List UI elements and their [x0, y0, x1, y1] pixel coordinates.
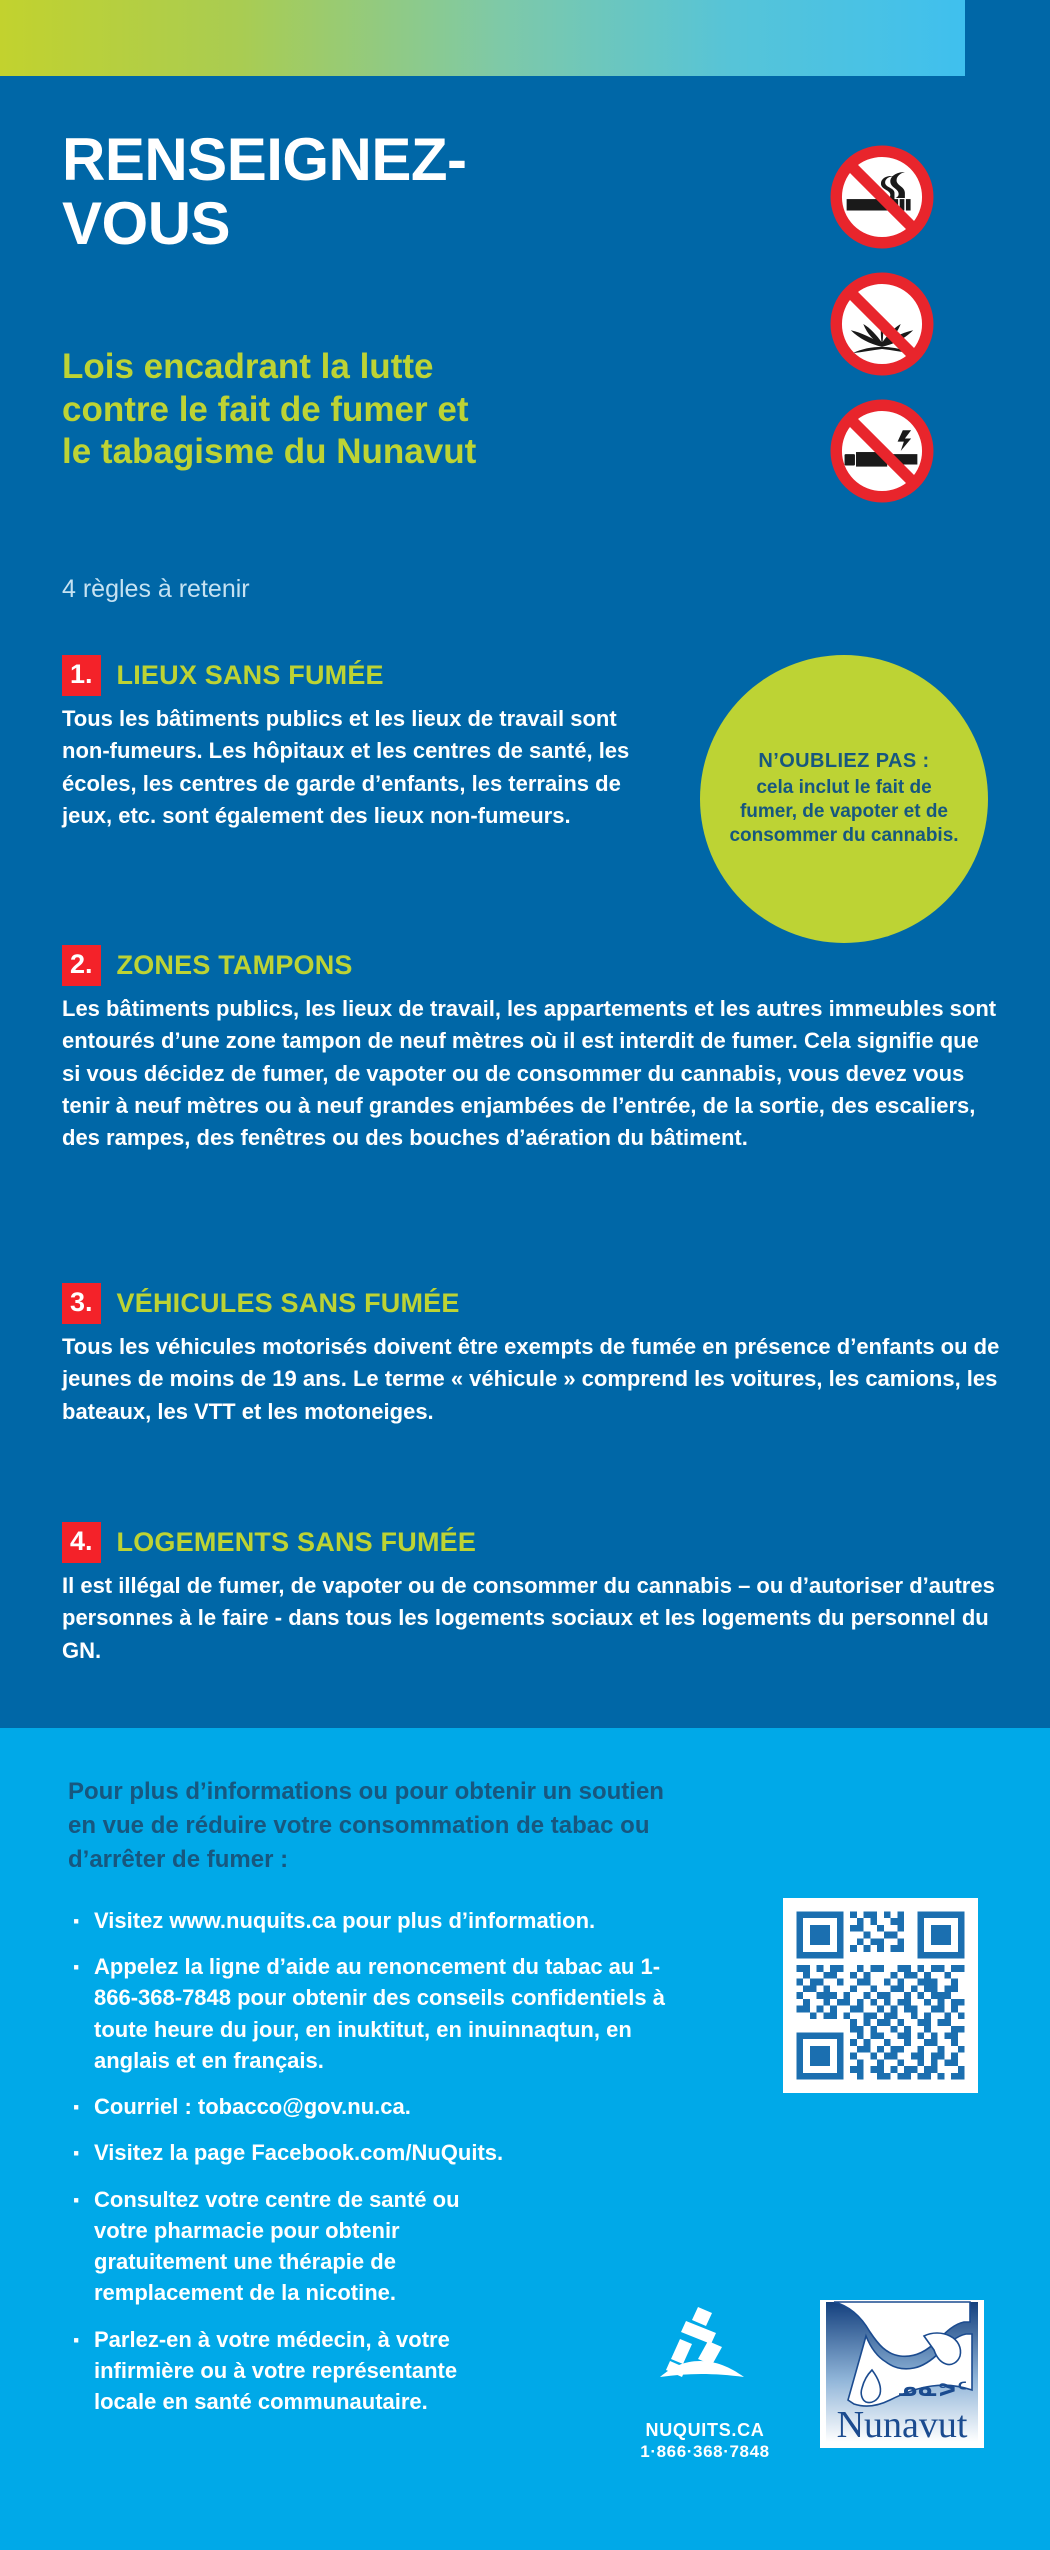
- no-smoking-icon: [830, 145, 934, 249]
- prohibition-signs: [830, 145, 990, 526]
- rule-item-2: [62, 945, 1002, 1155]
- reminder-callout-body: cela inclut le fait de fumer, de vapoter et de consommer du cannabis.: [729, 777, 959, 846]
- rule-1-title: LIEUX SANS FUMÉE: [116, 660, 384, 690]
- rule-4-number: 4.: [62, 1522, 101, 1563]
- qr-code-image: [783, 1898, 978, 2093]
- rule-3-title: VÉHICULES SANS FUMÉE: [116, 1288, 460, 1318]
- qr-code[interactable]: [783, 1898, 978, 2093]
- rule-item-1: [62, 655, 652, 832]
- rule-2-body: Les bâtiments publics, les lieux de travail, les appartements et les autres immeubles sont entourés d’une zone tampon de neuf mètres où il est interdit de fumer. Cela signifie que si vous décidez de fumer, de vapoter ou de consommer du cannabis, vous devez vous tenir à neuf mètres ou à neuf grandes enjambées de l’entrée, de la sortie, des escaliers, des rampes, des fenêtres ou des bouches d’aération du bâtiment.: [62, 996, 997, 1151]
- page-title: [62, 128, 582, 256]
- reminder-callout-title: N’OUBLIEZ PAS :: [758, 750, 930, 773]
- rule-2-number: 2.: [62, 945, 101, 986]
- no-vaping-icon: [830, 399, 934, 503]
- page-subtitle-line1: Lois encadrant la lutte: [62, 347, 434, 386]
- polar-bear-icon: [820, 2300, 984, 2448]
- contact-list: [68, 1905, 688, 2432]
- nuquits-logo: [610, 2305, 800, 2462]
- rule-3-header: [62, 1283, 1002, 1324]
- rule-4-title: LOGEMENTS SANS FUMÉE: [116, 1527, 477, 1557]
- top-gradient-bar: [0, 0, 965, 76]
- rule-1-header: [62, 655, 652, 696]
- nunavut-syllabics: ᓄᓇᕗᑦ: [898, 2377, 968, 2401]
- top-bar-right-filler: [965, 0, 1050, 76]
- page-subtitle-line2: contre le fait de fumer et: [62, 389, 469, 429]
- list-item: · Parlez-en à votre médecin, à votre infirmière ou à votre représentante locale en santé communautaire.: [68, 2324, 474, 2418]
- nunavut-logo: [820, 2300, 984, 2448]
- rule-3-number: 3.: [62, 1283, 101, 1324]
- rules-count-label: 4 règles à retenir: [62, 575, 250, 603]
- rule-4-header: [62, 1522, 1002, 1563]
- reminder-callout: [700, 655, 988, 943]
- rule-item-4: [62, 1522, 1002, 1667]
- page-title-line1: RENSEIGNEZ-: [62, 126, 467, 193]
- list-item: · Visitez www.nuquits.ca pour plus d’information.: [68, 1905, 688, 1936]
- rule-1-number: 1.: [62, 655, 101, 696]
- rule-1-body: Tous les bâtiments publics et les lieux de travail sont non-fumeurs. Les hôpitaux et les centres de santé, les écoles, les centres de garde d’enfants, les terrains de jeux, etc. sont également des lieux non-fumeurs.: [62, 706, 630, 828]
- contact-heading: Pour plus d’informations ou pour obtenir un soutien en vue de réduire votre consommation de tabac ou d’arrêter de fumer :: [68, 1778, 664, 1874]
- list-item: · Appelez la ligne d’aide au renoncement du tabac au 1-866-368-7848 pour obtenir des conseils confidentiels à toute heure du jour, en inuktitut, en inuinnaqtun, en anglais et en français.: [68, 1951, 688, 2076]
- rule-item-3: [62, 1283, 1002, 1428]
- nuquits-name: NUQUITS.CA: [645, 2420, 765, 2440]
- list-item: · Consultez votre centre de santé ou votre pharmacie pour obtenir gratuitement une thérapie de remplacement de la nicotine.: [68, 2184, 474, 2309]
- rule-4-body: Il est illégal de fumer, de vapoter ou de consommer du cannabis – ou d’autoriser d’autres personnes à le faire - dans tous les logements sociaux et les logements du personnel du GN.: [62, 1573, 995, 1663]
- nuquits-phone: 1·866·368·7848: [640, 2441, 770, 2461]
- list-item: · Visitez la page Facebook.com/NuQuits.: [68, 2137, 688, 2168]
- nunavut-wordmark: Nunavut: [836, 2404, 968, 2446]
- inuksuk-icon: [640, 2305, 770, 2420]
- list-item: · Courriel : tobacco@gov.nu.ca.: [68, 2091, 688, 2122]
- page-subtitle-line3: le tabagisme du Nunavut: [62, 432, 477, 472]
- rule-2-header: [62, 945, 1002, 986]
- no-cannabis-icon: [830, 272, 934, 376]
- rule-3-body: Tous les véhicules motorisés doivent être exempts de fumée en présence d’enfants ou de jeunes de moins de 19 ans. Le terme « véhicule » comprend les voitures, les camions, les bateaux, les VTT et les motoneiges.: [62, 1334, 1000, 1424]
- page-title-line2: VOUS: [62, 190, 231, 258]
- page-subtitle: [62, 346, 542, 474]
- rule-2-title: ZONES TAMPONS: [116, 950, 353, 980]
